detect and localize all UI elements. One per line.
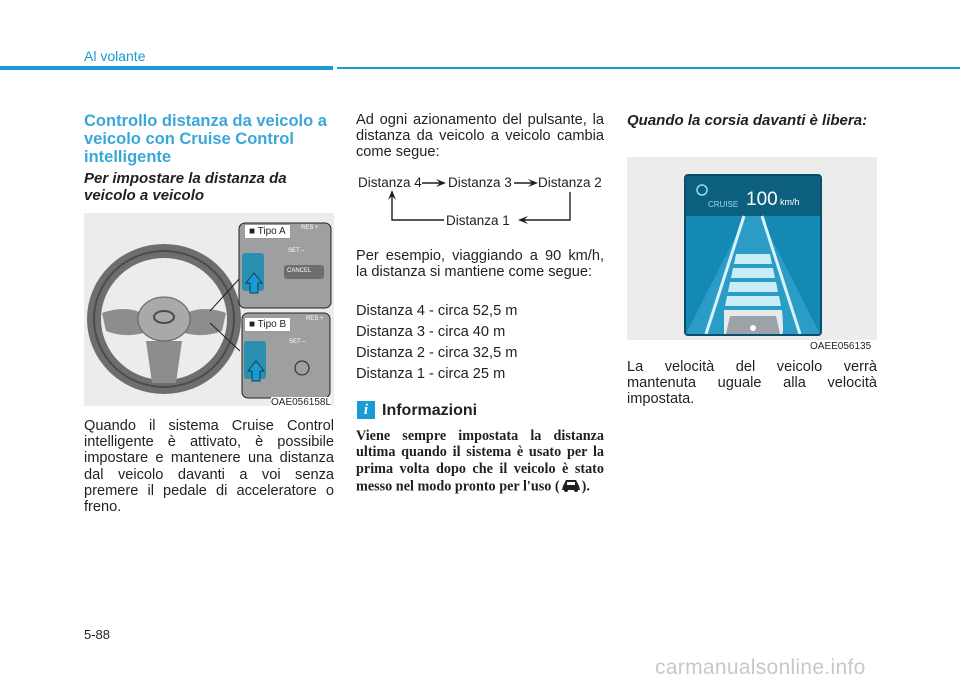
distance-3-label: Distanza 3 [448, 175, 512, 190]
steering-wheel-illustration [84, 213, 334, 406]
section-header: Al volante [84, 48, 146, 64]
figure-caption-cluster: OAEE056135 [810, 341, 872, 352]
distance-item-4: Distanza 4 - circa 52,5 m [356, 303, 518, 319]
subheading-free-lane: Quando la corsia davanti è libera: [627, 112, 868, 129]
subheading-distance: Per impostare la distanza da veicolo a veicolo [84, 170, 287, 204]
car-icon [560, 477, 582, 497]
distance-cycle-diagram [356, 170, 606, 232]
body-text-col3: La velocità del veicolo verrà mantenuta uguale alla velocità impostata. [627, 359, 877, 408]
info-icon: i [357, 401, 375, 419]
info-text-part2: ). [581, 478, 590, 495]
watermark: carmanualsonline.info [655, 656, 866, 679]
body-text-col1: Quando il sistema Cruise Control intelligente è attivato, è possibile impostare e mantenere una distanza dal veicolo davanti a voi senza premere il pedale di acceleratore o freno. [84, 418, 334, 516]
info-title: Informazioni [382, 402, 478, 419]
type-a-label: ■ Tipo A [244, 224, 291, 239]
section-heading: Controllo distanza da veicolo a veicolo con Cruise Control intelligente [84, 112, 327, 166]
res-button-label-a: RES + [301, 225, 319, 231]
set-speed: 100 [746, 189, 778, 210]
info-text [356, 428, 604, 498]
steering-wheel-figure [84, 213, 334, 406]
distance-4-label: Distanza 4 [358, 175, 422, 190]
info-text-part1: Viene sempre impostata la distanza ultima quando il sistema è usato per la prima volta dopo che il veicolo è stato messo nel modo pronto per l'uso ( [356, 428, 604, 495]
type-b-label: ■ Tipo B [244, 317, 291, 332]
example-text: Per esempio, viaggiando a 90 km/h, la distanza si mantiene come segue: [356, 248, 604, 281]
res-button-label-b: RES + [306, 316, 324, 322]
distance-2-label: Distanza 2 [538, 175, 602, 190]
speed-unit: km/h [780, 197, 800, 207]
page-number: 5-88 [84, 627, 111, 642]
cancel-button-label: CANCEL [287, 268, 312, 274]
intro-text: Ad ogni azionamento del pulsante, la distanza da veicolo a veicolo cambia come segue: [356, 112, 604, 161]
header-rule-left [0, 66, 333, 70]
cluster-figure [627, 157, 877, 340]
cruise-label: CRUISE [708, 200, 739, 209]
distance-item-2: Distanza 2 - circa 32,5 m [356, 345, 518, 361]
set-button-label-a: SET – [288, 248, 305, 254]
figure-caption-wheel: OAE056158L [271, 397, 332, 408]
distance-item-3: Distanza 3 - circa 40 m [356, 324, 506, 340]
header-rule-right [337, 67, 960, 69]
set-button-label-b: SET – [289, 339, 306, 345]
cluster-display [684, 174, 822, 336]
distance-item-1: Distanza 1 - circa 25 m [356, 366, 506, 382]
distance-1-label: Distanza 1 [446, 213, 510, 228]
